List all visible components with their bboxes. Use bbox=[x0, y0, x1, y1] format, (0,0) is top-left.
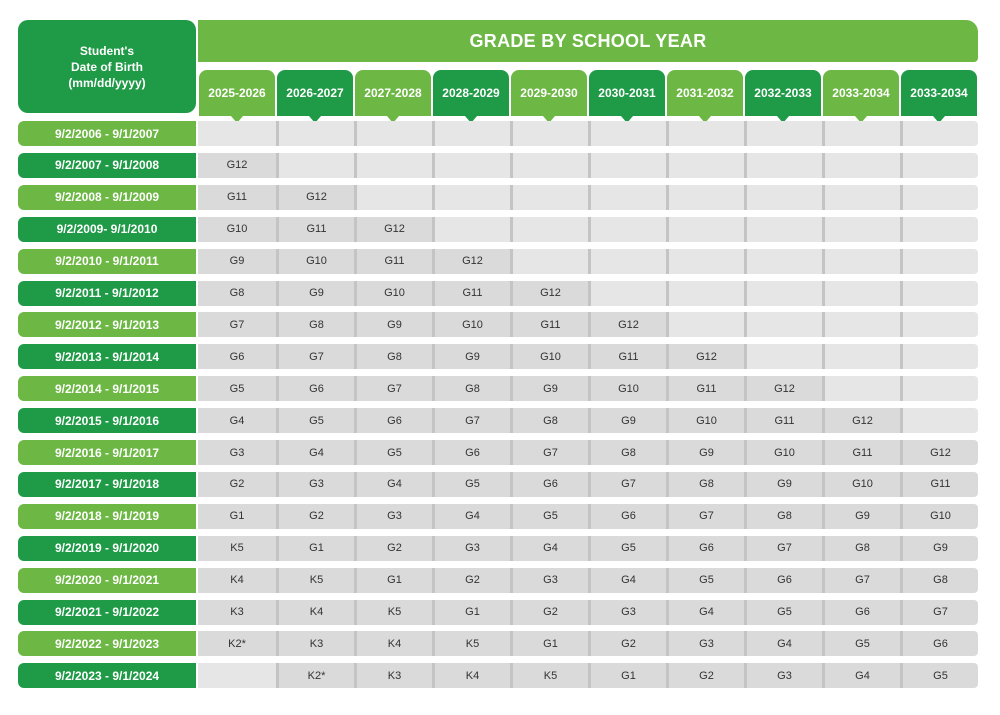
grade-cell: G7 bbox=[354, 376, 432, 401]
grade-cell: G7 bbox=[744, 536, 822, 561]
grade-cell bbox=[354, 121, 432, 146]
grade-cell: G3 bbox=[432, 536, 510, 561]
grade-cell: G6 bbox=[276, 376, 354, 401]
grade-cell bbox=[822, 185, 900, 210]
grade-cell: G5 bbox=[666, 568, 744, 593]
grade-cell: G8 bbox=[588, 440, 666, 465]
grade-cell: G4 bbox=[510, 536, 588, 561]
grade-cell: G8 bbox=[666, 472, 744, 497]
dob-range-cell: 9/2/2011 - 9/1/2012 bbox=[18, 281, 196, 306]
grade-cell: K5 bbox=[276, 568, 354, 593]
grade-cell: G1 bbox=[510, 631, 588, 656]
grade-cell: G8 bbox=[510, 408, 588, 433]
grade-cell: G9 bbox=[276, 281, 354, 306]
grade-cell: G11 bbox=[276, 217, 354, 242]
grade-cell bbox=[822, 281, 900, 306]
grade-cell: G7 bbox=[666, 504, 744, 529]
year-column-header: 2032-2033 bbox=[745, 70, 821, 116]
dob-range-cell: 9/2/2019 - 9/1/2020 bbox=[18, 536, 196, 561]
grade-cell: G8 bbox=[432, 376, 510, 401]
grade-cell: G11 bbox=[432, 281, 510, 306]
grade-cell: G3 bbox=[666, 631, 744, 656]
grade-cell bbox=[510, 185, 588, 210]
grade-cell: G10 bbox=[822, 472, 900, 497]
year-column-header: 2031-2032 bbox=[667, 70, 743, 116]
grade-chart-table bbox=[18, 20, 978, 690]
grade-cell: G5 bbox=[588, 536, 666, 561]
grade-cell: G4 bbox=[744, 631, 822, 656]
grade-cell bbox=[354, 153, 432, 178]
grade-cell: G12 bbox=[432, 249, 510, 274]
grade-by-school-year-title: GRADE BY SCHOOL YEAR bbox=[198, 20, 978, 62]
grade-cell bbox=[744, 249, 822, 274]
grade-cell: G12 bbox=[510, 281, 588, 306]
grade-cell: K4 bbox=[354, 631, 432, 656]
grade-cell: G1 bbox=[588, 663, 666, 688]
grade-cell: G3 bbox=[276, 472, 354, 497]
grade-cell: G5 bbox=[510, 504, 588, 529]
grade-cell bbox=[900, 408, 978, 433]
grade-cell: G5 bbox=[432, 472, 510, 497]
year-column-header: 2029-2030 bbox=[511, 70, 587, 116]
grade-cell: G4 bbox=[198, 408, 276, 433]
dob-range-cell: 9/2/2008 - 9/1/2009 bbox=[18, 185, 196, 210]
grade-cell: K5 bbox=[510, 663, 588, 688]
grade-cell: G10 bbox=[354, 281, 432, 306]
grade-cell: G10 bbox=[510, 344, 588, 369]
grade-cell: G5 bbox=[900, 663, 978, 688]
grade-cell: G10 bbox=[432, 312, 510, 337]
dob-range-cell: 9/2/2009- 9/1/2010 bbox=[18, 217, 196, 242]
grade-cell: G6 bbox=[666, 536, 744, 561]
grade-cell: G2 bbox=[510, 600, 588, 625]
year-column-header: 2025-2026 bbox=[199, 70, 275, 116]
grade-cell: G4 bbox=[432, 504, 510, 529]
grade-cell: G12 bbox=[276, 185, 354, 210]
grade-cell: G10 bbox=[666, 408, 744, 433]
grade-cell: G2 bbox=[588, 631, 666, 656]
grade-cell: G10 bbox=[276, 249, 354, 274]
grade-cell: G8 bbox=[354, 344, 432, 369]
grade-cell: G11 bbox=[510, 312, 588, 337]
grade-cell bbox=[510, 121, 588, 146]
grade-cell: G7 bbox=[510, 440, 588, 465]
grade-cell: G11 bbox=[198, 185, 276, 210]
grade-cell bbox=[900, 249, 978, 274]
grade-cell: G6 bbox=[588, 504, 666, 529]
grade-cell bbox=[822, 121, 900, 146]
grade-cell: G1 bbox=[354, 568, 432, 593]
grade-cell: G12 bbox=[822, 408, 900, 433]
grade-cell: G5 bbox=[822, 631, 900, 656]
grade-cell bbox=[666, 217, 744, 242]
grade-cell: G9 bbox=[666, 440, 744, 465]
grade-cell: G3 bbox=[198, 440, 276, 465]
grade-cell: G4 bbox=[666, 600, 744, 625]
year-column-header: 2033-2034 bbox=[823, 70, 899, 116]
grade-cell: G11 bbox=[588, 344, 666, 369]
grade-cell: K3 bbox=[354, 663, 432, 688]
grade-cell: G11 bbox=[900, 472, 978, 497]
grade-cell: G9 bbox=[198, 249, 276, 274]
grade-cell: G11 bbox=[744, 408, 822, 433]
grade-cell: G10 bbox=[900, 504, 978, 529]
dob-range-cell: 9/2/2021 - 9/1/2022 bbox=[18, 600, 196, 625]
grade-cell bbox=[900, 281, 978, 306]
grade-cell bbox=[276, 153, 354, 178]
grade-cell bbox=[666, 185, 744, 210]
grade-cell bbox=[588, 249, 666, 274]
grade-cell bbox=[666, 249, 744, 274]
grade-cell: G11 bbox=[822, 440, 900, 465]
grade-cell: G8 bbox=[744, 504, 822, 529]
dob-range-cell: 9/2/2006 - 9/1/2007 bbox=[18, 121, 196, 146]
year-column-header: 2033-2034 bbox=[901, 70, 977, 116]
grade-cell: G8 bbox=[276, 312, 354, 337]
dob-range-cell: 9/2/2018 - 9/1/2019 bbox=[18, 504, 196, 529]
grade-cell bbox=[666, 153, 744, 178]
grade-cell: G2 bbox=[432, 568, 510, 593]
grade-cell: K2* bbox=[276, 663, 354, 688]
grade-cell: G7 bbox=[432, 408, 510, 433]
grade-cell: G2 bbox=[666, 663, 744, 688]
dob-range-cell: 9/2/2007 - 9/1/2008 bbox=[18, 153, 196, 178]
dob-range-cell: 9/2/2017 - 9/1/2018 bbox=[18, 472, 196, 497]
grade-cell: G8 bbox=[822, 536, 900, 561]
grade-cell: G1 bbox=[276, 536, 354, 561]
grade-cell: G2 bbox=[198, 472, 276, 497]
grade-cell bbox=[744, 344, 822, 369]
grade-cell: G5 bbox=[198, 376, 276, 401]
grade-cell: G3 bbox=[510, 568, 588, 593]
grade-cell: G12 bbox=[900, 440, 978, 465]
grade-cell bbox=[432, 217, 510, 242]
grade-cell: K3 bbox=[198, 600, 276, 625]
grade-cell: G4 bbox=[354, 472, 432, 497]
grade-cell: G8 bbox=[198, 281, 276, 306]
grade-cell: G4 bbox=[588, 568, 666, 593]
grade-cell bbox=[744, 185, 822, 210]
grade-cell: G7 bbox=[588, 472, 666, 497]
grade-cell: G11 bbox=[666, 376, 744, 401]
grade-cell: G6 bbox=[822, 600, 900, 625]
dob-header-line: Date of Birth bbox=[70, 59, 143, 74]
grade-cell: G9 bbox=[588, 408, 666, 433]
grade-cell bbox=[588, 217, 666, 242]
grade-cell: K2* bbox=[198, 631, 276, 656]
grade-cell: G12 bbox=[354, 217, 432, 242]
dob-header-line: Student's bbox=[79, 43, 135, 58]
dob-range-cell: 9/2/2012 - 9/1/2013 bbox=[18, 312, 196, 337]
grade-cell: G9 bbox=[744, 472, 822, 497]
dob-range-cell: 9/2/2010 - 9/1/2011 bbox=[18, 249, 196, 274]
grade-cell: G6 bbox=[354, 408, 432, 433]
grade-cell: G5 bbox=[276, 408, 354, 433]
grade-cell: G6 bbox=[432, 440, 510, 465]
dob-range-cell: 9/2/2013 - 9/1/2014 bbox=[18, 344, 196, 369]
grade-cell: K5 bbox=[354, 600, 432, 625]
grade-cell: G8 bbox=[900, 568, 978, 593]
grade-cell bbox=[900, 121, 978, 146]
grade-cell: G6 bbox=[900, 631, 978, 656]
grade-cell bbox=[276, 121, 354, 146]
grade-cell bbox=[900, 344, 978, 369]
grade-cell bbox=[510, 153, 588, 178]
grade-cell bbox=[900, 153, 978, 178]
grade-cell bbox=[744, 121, 822, 146]
grade-cell: G1 bbox=[432, 600, 510, 625]
grade-cell: G10 bbox=[198, 217, 276, 242]
grade-cell: G3 bbox=[588, 600, 666, 625]
year-column-header: 2028-2029 bbox=[433, 70, 509, 116]
grade-cell: G2 bbox=[276, 504, 354, 529]
grade-cell bbox=[744, 312, 822, 337]
dob-header-line: (mm/dd/yyyy) bbox=[68, 75, 146, 90]
grade-cell bbox=[666, 121, 744, 146]
dob-range-cell: 9/2/2022 - 9/1/2023 bbox=[18, 631, 196, 656]
grade-cell: G7 bbox=[900, 600, 978, 625]
grade-cell: G12 bbox=[666, 344, 744, 369]
grade-cell bbox=[822, 312, 900, 337]
year-column-header: 2026-2027 bbox=[277, 70, 353, 116]
grade-cell: K5 bbox=[432, 631, 510, 656]
grade-cell bbox=[822, 153, 900, 178]
grade-cell: G12 bbox=[744, 376, 822, 401]
grade-cell bbox=[900, 217, 978, 242]
grade-cell bbox=[588, 121, 666, 146]
grade-cell: G3 bbox=[744, 663, 822, 688]
grade-cell: K4 bbox=[432, 663, 510, 688]
grade-cell: G10 bbox=[744, 440, 822, 465]
grade-cell bbox=[432, 153, 510, 178]
grade-cell: K4 bbox=[276, 600, 354, 625]
grade-cell: G4 bbox=[276, 440, 354, 465]
grade-cell: K3 bbox=[276, 631, 354, 656]
grade-cell: G10 bbox=[588, 376, 666, 401]
dob-range-cell: 9/2/2015 - 9/1/2016 bbox=[18, 408, 196, 433]
grade-cell: G9 bbox=[900, 536, 978, 561]
grade-cell: G7 bbox=[276, 344, 354, 369]
grade-cell bbox=[666, 281, 744, 306]
grade-cell: G7 bbox=[822, 568, 900, 593]
grade-cell bbox=[588, 281, 666, 306]
grade-cell: G6 bbox=[744, 568, 822, 593]
grade-cell: G4 bbox=[822, 663, 900, 688]
grade-cell bbox=[900, 376, 978, 401]
grade-cell bbox=[354, 185, 432, 210]
grade-cell: G9 bbox=[432, 344, 510, 369]
dob-range-cell: 9/2/2016 - 9/1/2017 bbox=[18, 440, 196, 465]
grade-cell bbox=[822, 249, 900, 274]
grade-cell: G3 bbox=[354, 504, 432, 529]
grade-cell bbox=[198, 121, 276, 146]
grade-cell: G2 bbox=[354, 536, 432, 561]
dob-range-cell: 9/2/2014 - 9/1/2015 bbox=[18, 376, 196, 401]
grade-cell bbox=[588, 153, 666, 178]
dob-range-cell: 9/2/2020 - 9/1/2021 bbox=[18, 568, 196, 593]
grade-cell bbox=[432, 121, 510, 146]
grade-cell: G5 bbox=[744, 600, 822, 625]
grade-cell bbox=[900, 185, 978, 210]
grade-cell: K4 bbox=[198, 568, 276, 593]
year-column-header: 2030-2031 bbox=[589, 70, 665, 116]
grade-cell bbox=[666, 312, 744, 337]
grade-cell bbox=[744, 281, 822, 306]
grade-cell: G9 bbox=[354, 312, 432, 337]
grade-cell: G9 bbox=[510, 376, 588, 401]
grade-cell bbox=[510, 217, 588, 242]
grade-cell bbox=[822, 217, 900, 242]
grade-cell bbox=[432, 185, 510, 210]
grade-cell: G12 bbox=[198, 153, 276, 178]
grade-cell: G1 bbox=[198, 504, 276, 529]
grade-cell: G12 bbox=[588, 312, 666, 337]
grade-cell: G7 bbox=[198, 312, 276, 337]
grade-cell: G11 bbox=[354, 249, 432, 274]
grade-cell bbox=[744, 217, 822, 242]
grade-cell: G6 bbox=[510, 472, 588, 497]
grade-cell bbox=[822, 376, 900, 401]
grade-cell bbox=[744, 153, 822, 178]
dob-range-cell: 9/2/2023 - 9/1/2024 bbox=[18, 663, 196, 688]
grade-cell bbox=[198, 663, 276, 688]
dob-column-header bbox=[18, 20, 196, 113]
grade-cell bbox=[588, 185, 666, 210]
grade-cell: G6 bbox=[198, 344, 276, 369]
grade-cell bbox=[900, 312, 978, 337]
year-column-header: 2027-2028 bbox=[355, 70, 431, 116]
grade-cell: K5 bbox=[198, 536, 276, 561]
grade-cell: G5 bbox=[354, 440, 432, 465]
grade-cell bbox=[822, 344, 900, 369]
grade-cell bbox=[510, 249, 588, 274]
grade-cell: G9 bbox=[822, 504, 900, 529]
